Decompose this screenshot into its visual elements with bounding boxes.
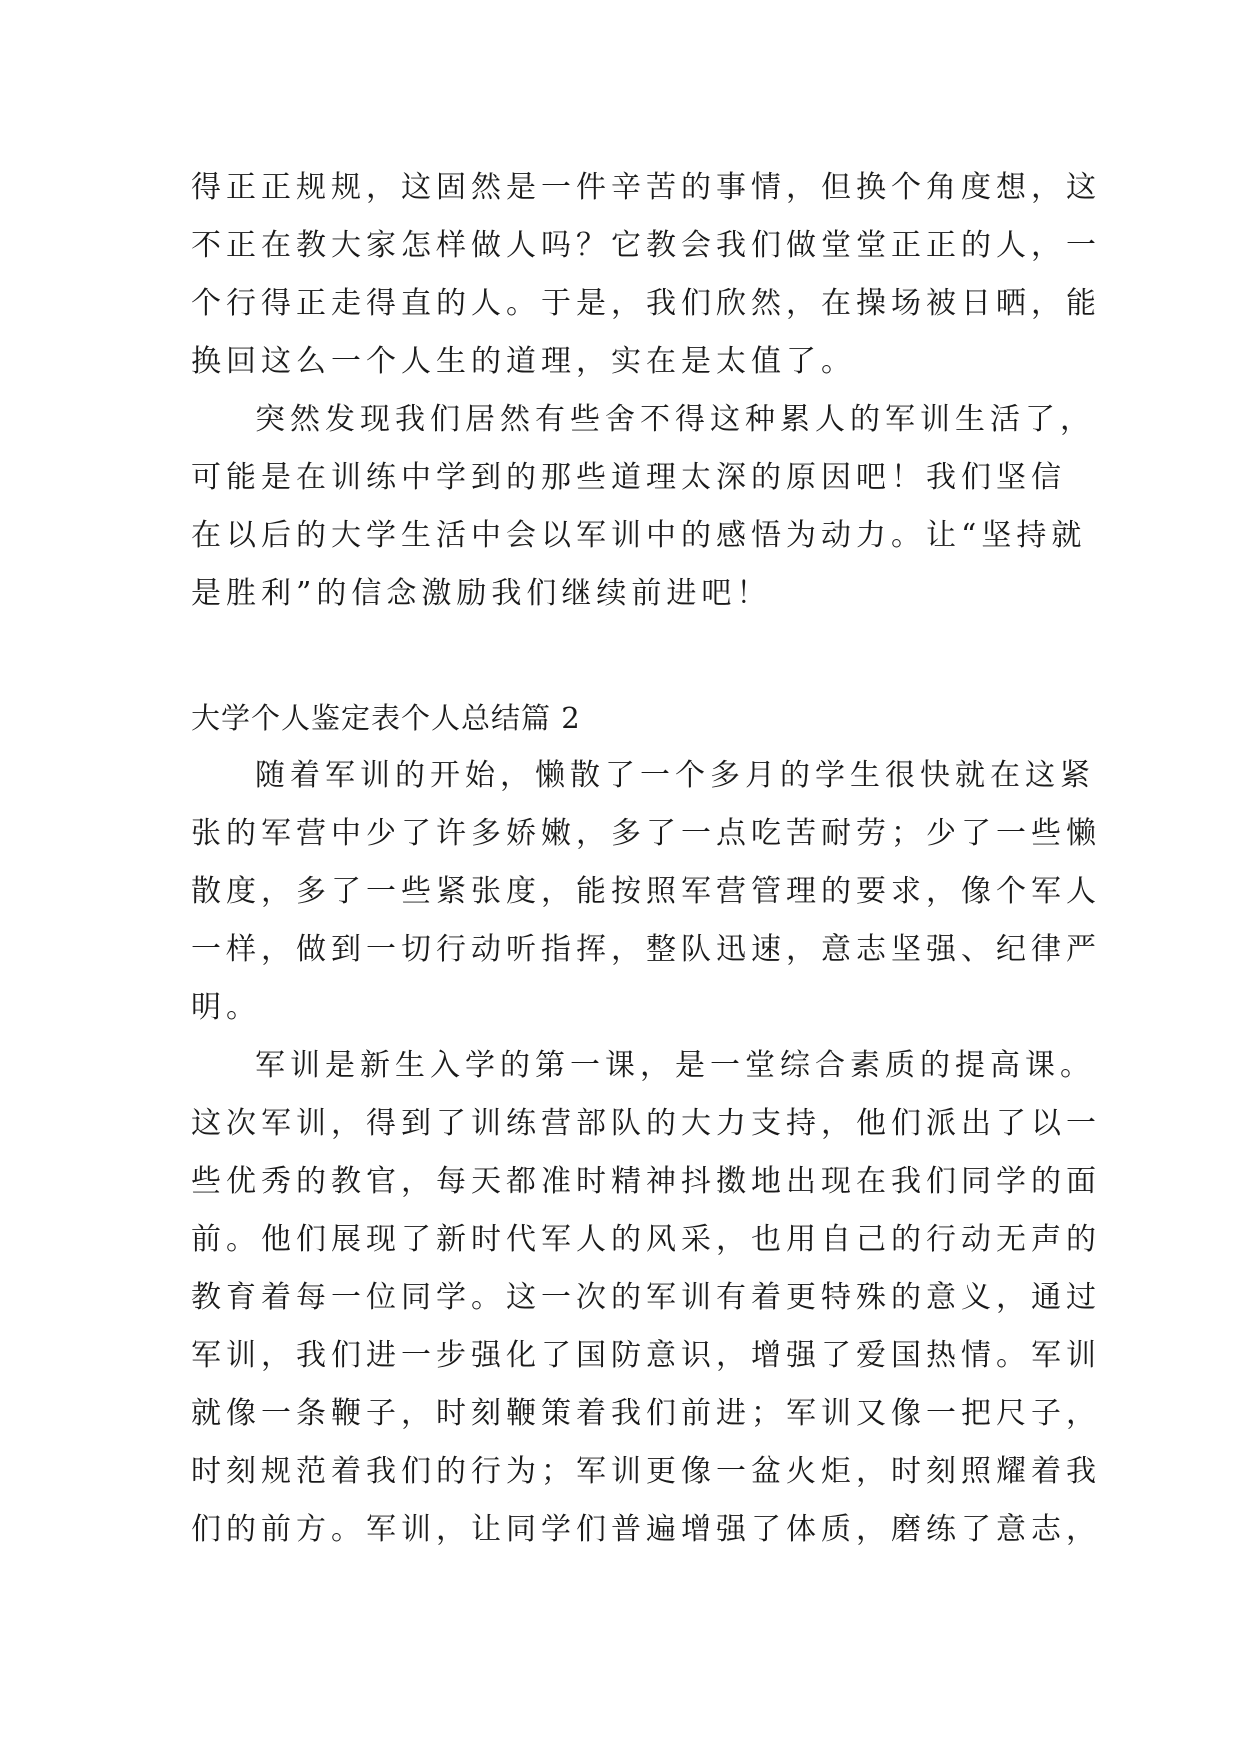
text-line: 是胜利”的信念激励我们继续前进吧！ — [191, 576, 772, 611]
text-line: 这次军训，得到了训练营部队的大力支持，他们派出了以一 — [191, 1106, 1101, 1141]
paragraph-conclusion — [191, 391, 1095, 623]
text-line: 随着军训的开始，懒散了一个多月的学生很快就在这紧 — [255, 758, 1095, 793]
text-line: 突然发现我们居然有些舍不得这种累人的军训生活了， — [255, 402, 1095, 437]
text-line: 就像一条鞭子，时刻鞭策着我们前进；军训又像一把尺子， — [191, 1396, 1101, 1431]
text-line: 些优秀的教官，每天都准时精神抖擞地出现在我们同学的面 — [191, 1164, 1101, 1199]
paragraph-body — [191, 1037, 1101, 1559]
text-line: 在以后的大学生活中会以军训中的感悟为动力。让“坚持就 — [191, 518, 1087, 553]
text-line: 们的前方。军训，让同学们普遍增强了体质，磨练了意志， — [191, 1512, 1101, 1547]
text-line: 军训，我们进一步强化了国防意识，增强了爱国热情。军训 — [191, 1338, 1101, 1373]
text-line: 前。他们展现了新时代军人的风采，也用自己的行动无声的 — [191, 1222, 1101, 1257]
text-line: 不正在教大家怎样做人吗？它教会我们做堂堂正正的人，一 — [191, 228, 1101, 263]
paragraph-intro — [191, 747, 1101, 1037]
section-gap — [191, 623, 1071, 689]
text-line: 可能是在训练中学到的那些道理太深的原因吧！我们坚信 — [191, 460, 1066, 495]
section-heading: 大学个人鉴定表个人总结篇 2 — [191, 701, 581, 735]
text-line: 时刻规范着我们的行为；军训更像一盆火炬，时刻照耀着我 — [191, 1454, 1101, 1489]
text-line: 教育着每一位同学。这一次的军训有着更特殊的意义，通过 — [191, 1280, 1101, 1315]
document-body — [191, 159, 1101, 1559]
text-line: 个行得正走得直的人。于是，我们欣然，在操场被日晒，能 — [191, 286, 1101, 321]
text-line: 散度，多了一些紧张度，能按照军营管理的要求，像个军人 — [191, 874, 1101, 909]
text-line: 张的军营中少了许多娇嫩，多了一点吃苦耐劳；少了一些懒 — [191, 816, 1101, 851]
paragraph-continuation — [191, 159, 1101, 391]
text-line: 得正正规规，这固然是一件辛苦的事情，但换个角度想，这 — [191, 170, 1101, 205]
text-line: 军训是新生入学的第一课，是一堂综合素质的提高课。 — [255, 1048, 1095, 1083]
text-line: 明。 — [191, 990, 261, 1025]
text-line: 换回这么一个人生的道理，实在是太值了。 — [191, 344, 856, 379]
text-line: 一样，做到一切行动听指挥，整队迅速，意志坚强、纪律严 — [191, 932, 1101, 967]
